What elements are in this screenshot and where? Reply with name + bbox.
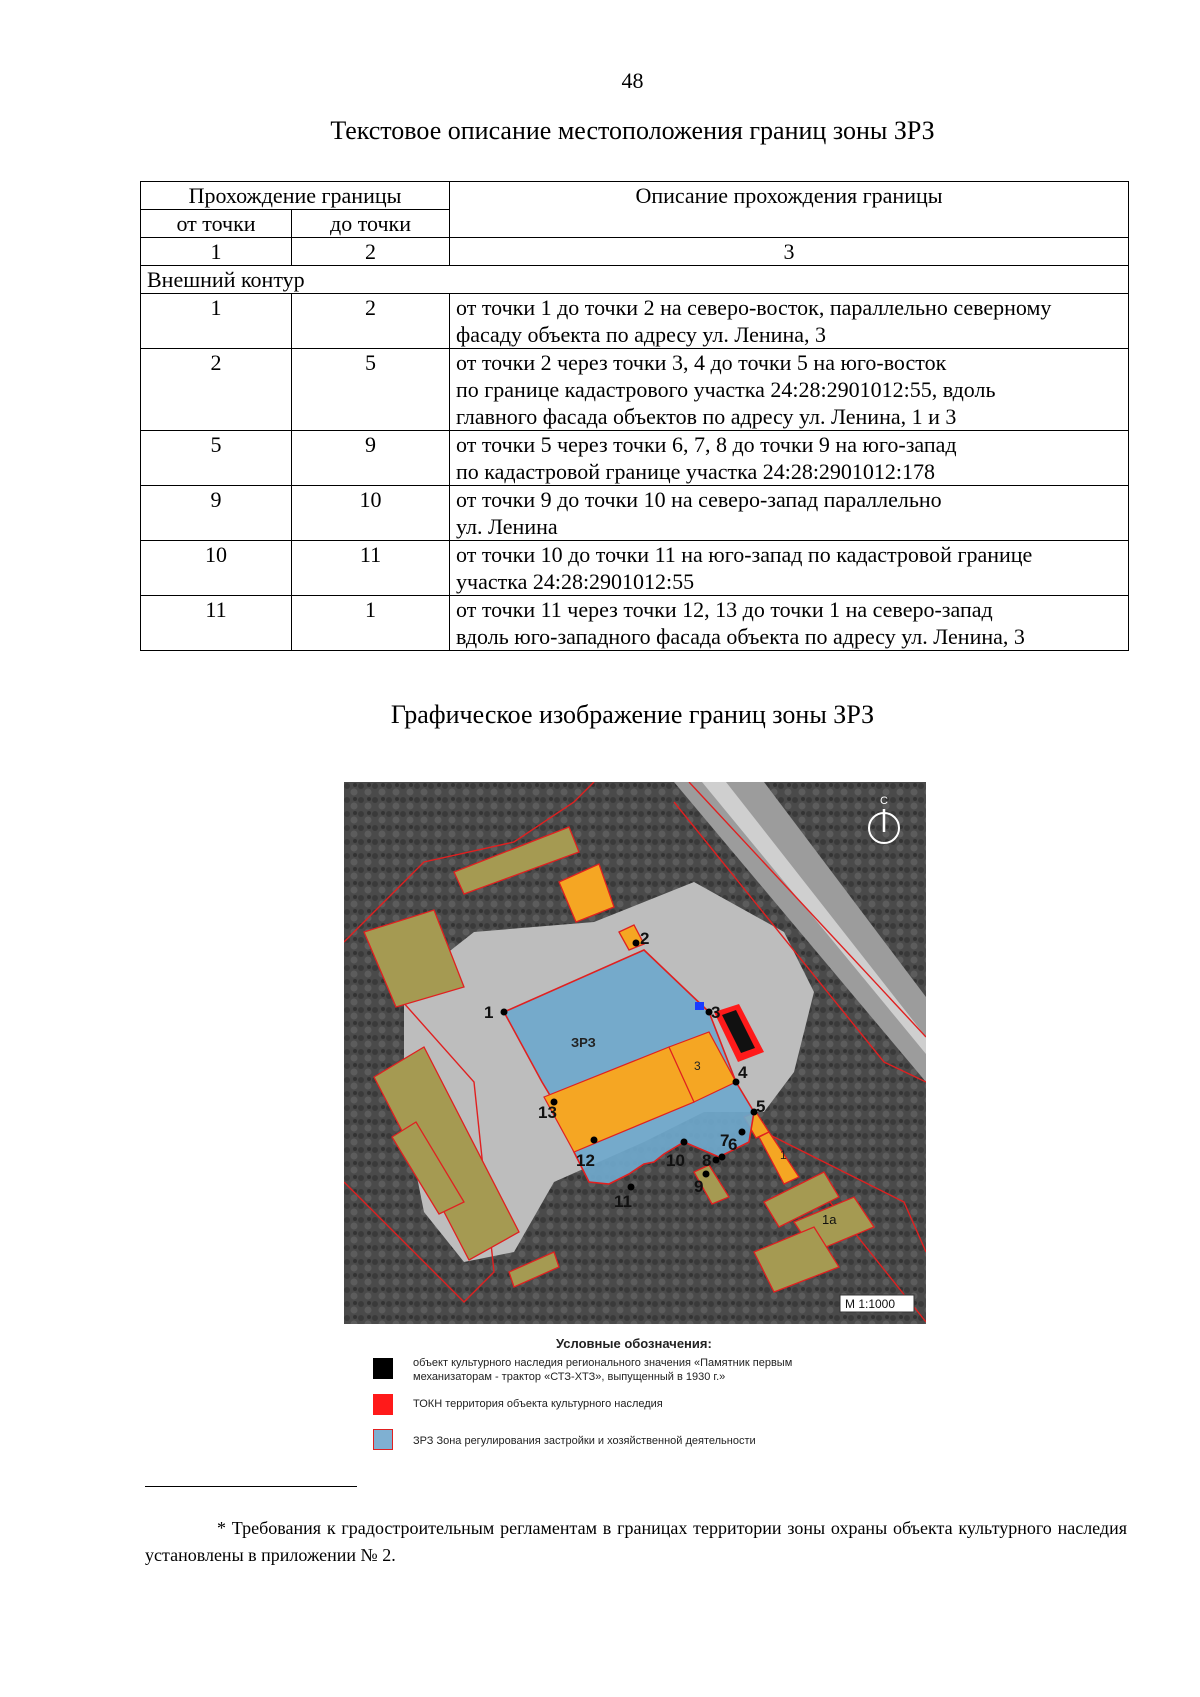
row-to-point: 1 — [292, 596, 450, 651]
description-line: участка 24:28:2901012:55 — [456, 569, 695, 594]
row-from-point: 11 — [141, 596, 292, 651]
row-from-point: 9 — [141, 486, 292, 541]
page-number: 48 — [621, 68, 644, 93]
table-row — [141, 431, 1129, 486]
row-from-point: 5 — [141, 431, 292, 486]
blue-marker — [695, 1002, 704, 1010]
column-number: 2 — [292, 238, 450, 266]
legend-text: объект культурного наследия регионального значения «Памятник первым — [413, 1357, 793, 1369]
table-row — [141, 486, 1129, 541]
description-line: главного фасада объектов по адресу ул. Ленина, 1 и 3 — [456, 404, 957, 429]
header-description: Описание прохождения границы — [450, 182, 1129, 238]
section-label: Внешний контур — [141, 266, 1129, 294]
zone-map — [344, 782, 926, 1324]
point-label: 1 — [484, 1003, 494, 1022]
description-line: вдоль юго-западного фасада объекта по адресу ул. Ленина, 3 — [456, 624, 1025, 649]
point-label: 7 — [720, 1131, 730, 1150]
row-to-point: 10 — [292, 486, 450, 541]
row-to-point: 2 — [292, 294, 450, 349]
section-row — [141, 266, 1129, 294]
point-label: 4 — [738, 1063, 748, 1082]
table-row — [141, 596, 1129, 651]
point-label: 3 — [711, 1003, 721, 1022]
building-label: 3 — [694, 1059, 701, 1073]
footnote-divider — [145, 1486, 357, 1487]
legend-text: ТОКН территория объекта культурного наследия — [413, 1398, 663, 1410]
row-description — [450, 541, 1129, 596]
row-from-point: 2 — [141, 349, 292, 431]
row-description — [450, 486, 1129, 541]
header-from: от точки — [141, 210, 292, 238]
row-description — [450, 431, 1129, 486]
table-row — [141, 541, 1129, 596]
legend-swatch — [373, 1429, 393, 1450]
description-line: по границе кадастрового участка 24:28:2901012:55, вдоль — [456, 377, 996, 402]
graphic-title: Графическое изображение границ зоны ЗРЗ — [390, 700, 875, 729]
point-label: 2 — [640, 929, 650, 948]
number-row — [141, 238, 1129, 266]
boundary-table — [140, 181, 1129, 651]
row-description — [450, 349, 1129, 431]
building-label: 1а — [822, 1212, 837, 1227]
legend-text: механизаторам - трактор «СТЗ-ХТЗ», выпущенный в 1930 г.» — [413, 1371, 726, 1383]
header-to: до точки — [292, 210, 450, 238]
header-row — [141, 182, 1129, 210]
row-description — [450, 596, 1129, 651]
description-line: от точки 11 через точки 12, 13 до точки 1 на северо-запад — [456, 597, 993, 622]
description-line: по кадастровой границе участка 24:28:2901012:178 — [456, 459, 936, 484]
legend-swatch — [373, 1394, 393, 1415]
description-line: от точки 5 через точки 6, 7, 8 до точки 9 на юго-запад — [456, 432, 957, 457]
legend-text: ЗРЗ Зона регулирования застройки и хозяйственной деятельности — [413, 1435, 756, 1447]
header-group: Прохождение границы — [141, 182, 450, 210]
point-label: 12 — [576, 1151, 595, 1170]
column-number: 3 — [450, 238, 1129, 266]
table-title: Текстовое описание местоположения границ зоны ЗРЗ — [330, 116, 935, 145]
point-label: 5 — [756, 1097, 766, 1116]
row-from-point: 10 — [141, 541, 292, 596]
row-to-point: 11 — [292, 541, 450, 596]
point-label: 6 — [728, 1135, 738, 1154]
column-number: 1 — [141, 238, 292, 266]
zone-label: ЗРЗ — [571, 1035, 596, 1050]
scale-label: М 1:1000 — [845, 1297, 896, 1311]
description-line: от точки 10 до точки 11 на юго-запад по кадастровой границе — [456, 542, 1033, 567]
row-to-point: 5 — [292, 349, 450, 431]
legend-swatch — [373, 1358, 393, 1379]
point-label: 13 — [538, 1103, 557, 1122]
footnote: * Требования к градостроительным регламентам в границах территории зоны охраны объекта культурного наследия установлены в приложении № 2. — [145, 1518, 1127, 1565]
map-svg — [344, 782, 926, 1324]
north-label: С — [880, 795, 888, 807]
description-line: от точки 2 через точки 3, 4 до точки 5 на юго-восток — [456, 350, 947, 375]
legend-title: Условные обозначения: — [556, 1336, 712, 1351]
description-line: от точки 1 до точки 2 на северо-восток, параллельно северному — [456, 295, 1052, 320]
table-body — [141, 294, 1129, 651]
description-line: ул. Ленина — [456, 514, 558, 539]
row-from-point: 1 — [141, 294, 292, 349]
row-to-point: 9 — [292, 431, 450, 486]
description-line: от точки 9 до точки 10 на северо-запад параллельно — [456, 487, 942, 512]
table-row — [141, 294, 1129, 349]
point-label: 11 — [614, 1192, 632, 1211]
point-label: 10 — [666, 1151, 685, 1170]
point-label: 9 — [694, 1177, 704, 1196]
building-label: 1 — [780, 1148, 787, 1162]
point-label: 8 — [702, 1151, 712, 1170]
description-line: фасаду объекта по адресу ул. Ленина, 3 — [456, 322, 826, 347]
table-row — [141, 349, 1129, 431]
row-description — [450, 294, 1129, 349]
